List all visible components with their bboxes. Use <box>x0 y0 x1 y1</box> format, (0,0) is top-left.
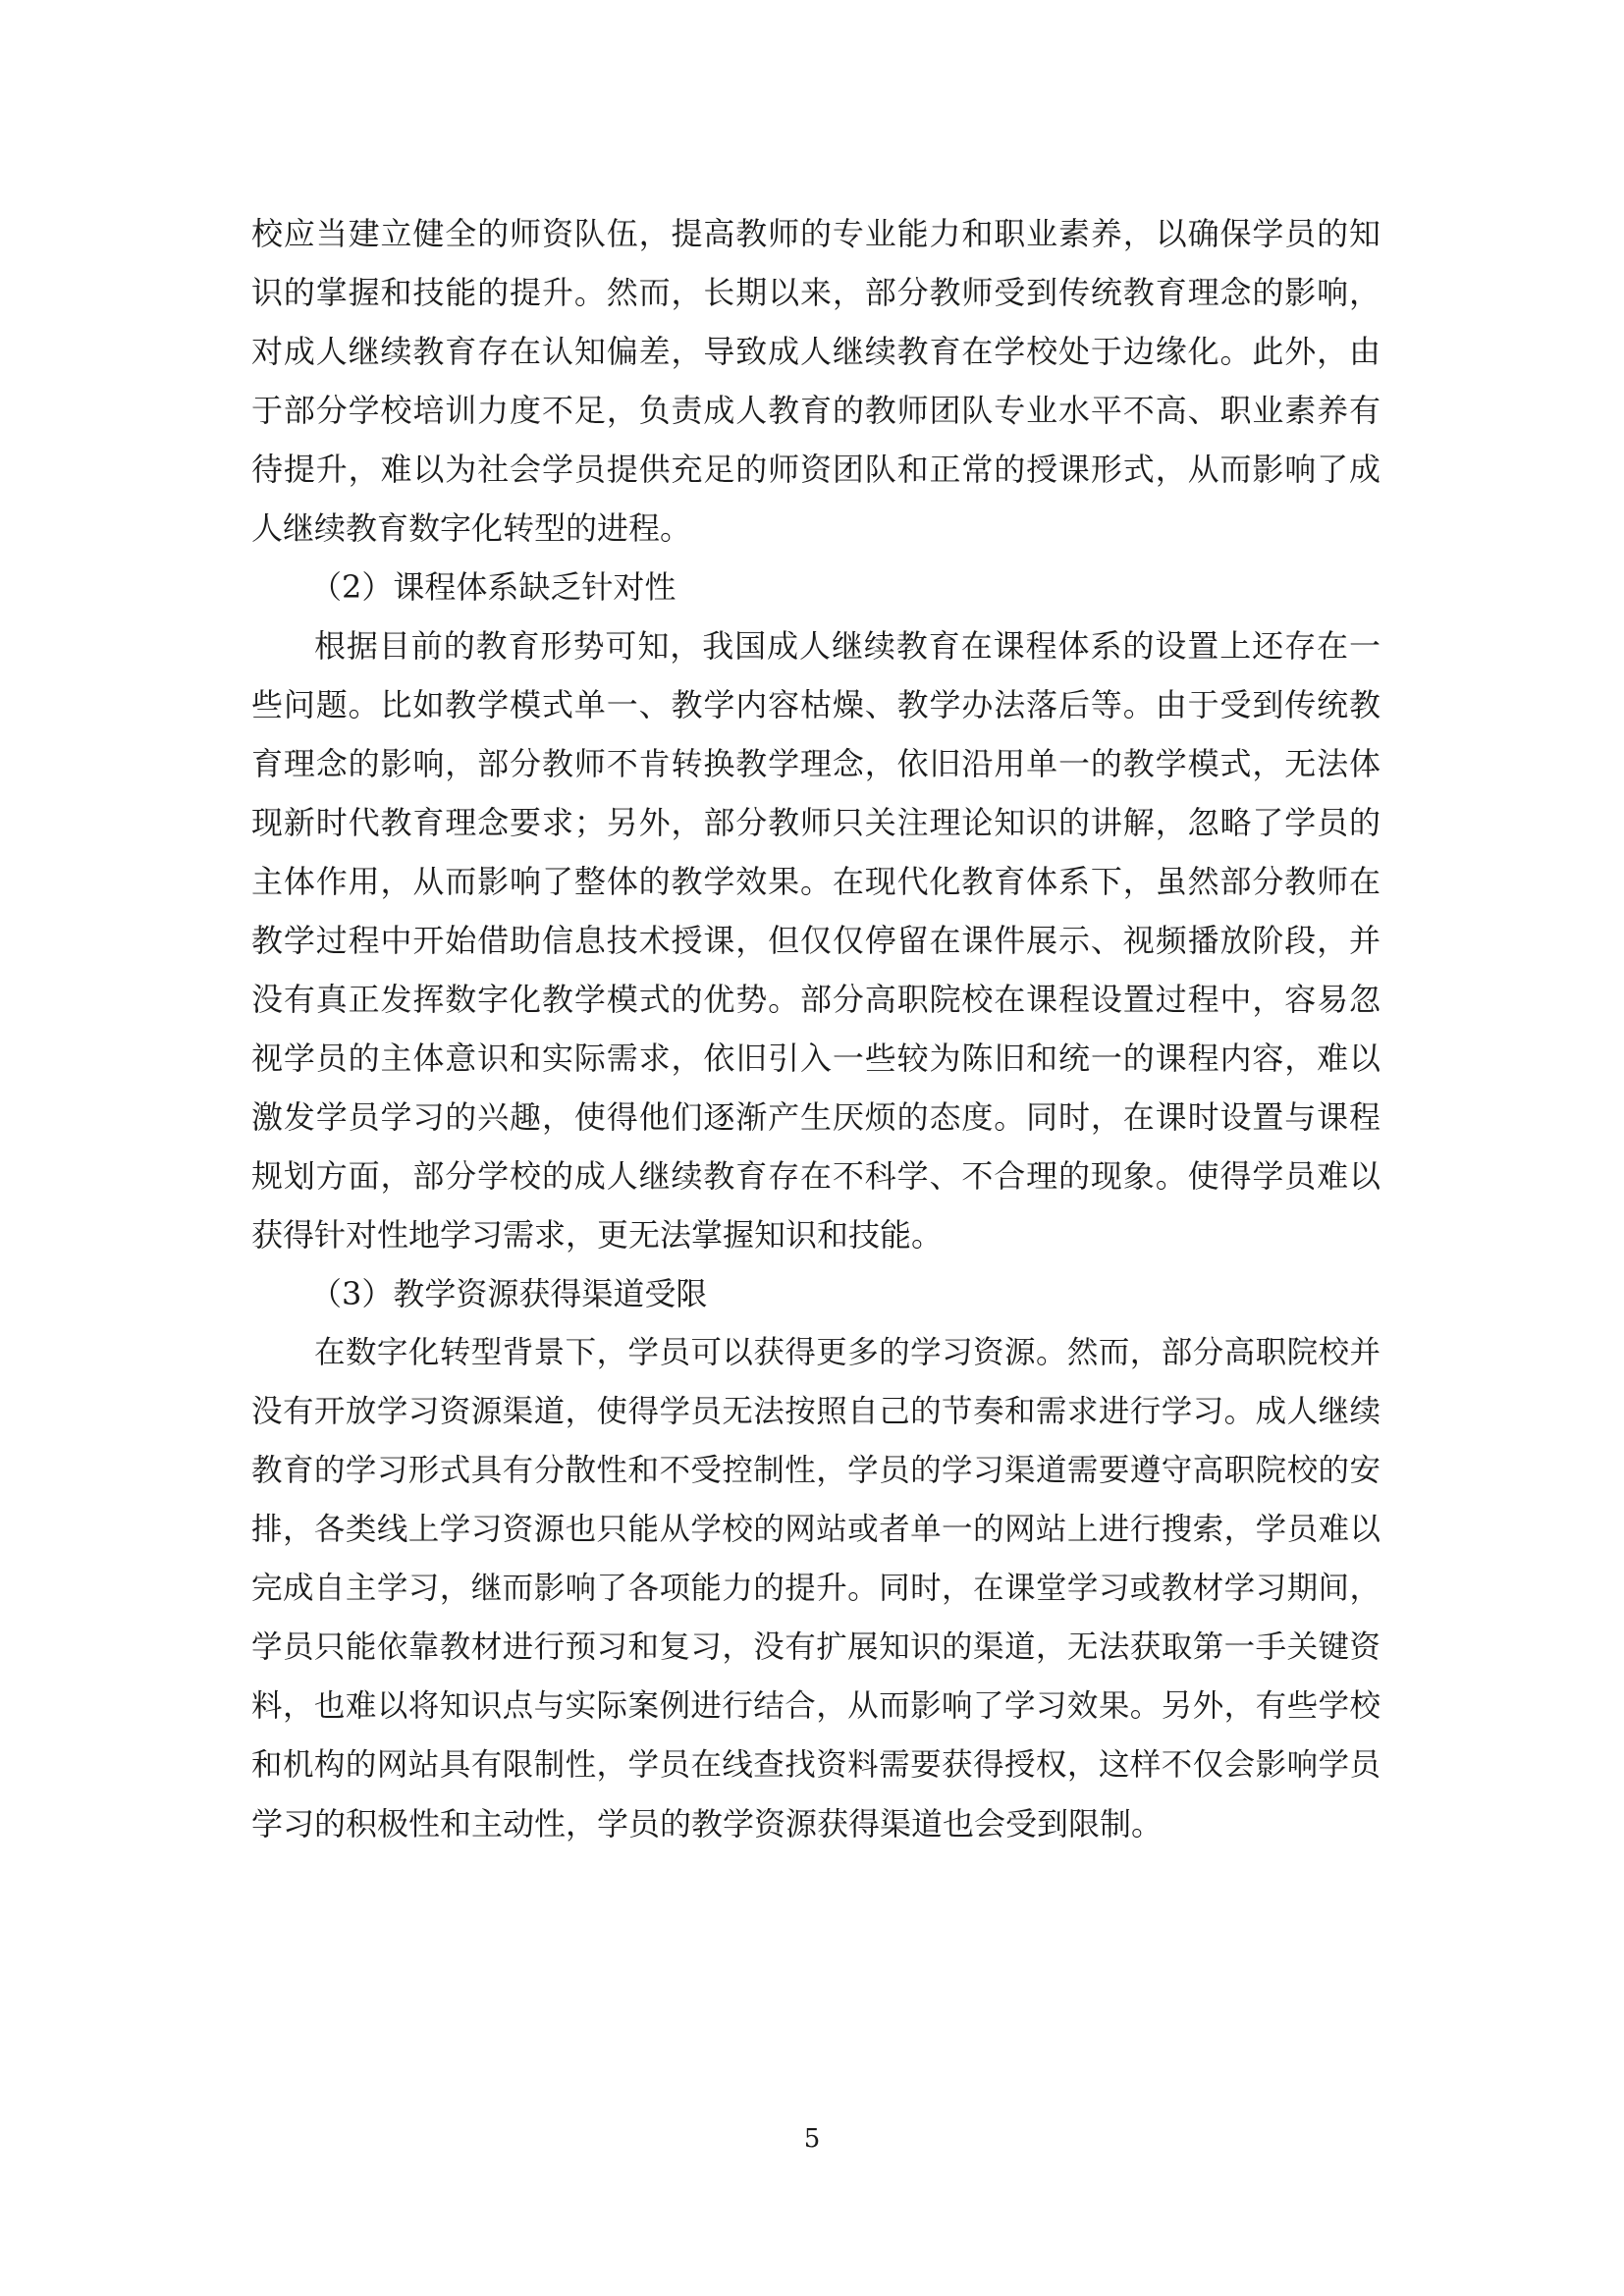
text-line: 待提升，难以为社会学员提供充足的师资团队和正常的授课形式，从而影响了成 <box>251 451 1380 488</box>
text-line: 学习的积极性和主动性，学员的教学资源获得渠道也会受到限制。 <box>251 1805 1164 1842</box>
text-line: 完成自主学习，继而影响了各项能力的提升。同时，在课堂学习或教材学习期间， <box>251 1571 1380 1606</box>
text-line: 些问题。比如教学模式单一、教学内容枯燥、教学办法落后等。由于受到传统教 <box>251 686 1380 723</box>
text-line: 教育的学习形式具有分散性和不受控制性，学员的学习渠道需要遵守高职院校的安 <box>251 1453 1380 1488</box>
text-line: 于部分学校培训力度不足，负责成人教育的教师团队专业水平不高、职业素养有 <box>251 392 1380 429</box>
text-line: 人继续教育数字化转型的进程。 <box>251 509 692 547</box>
page-number: 5 <box>803 2124 821 2154</box>
text-line: 主体作用，从而影响了整体的教学效果。在现代化教育体系下，虽然部分教师在 <box>251 863 1380 900</box>
text-line: 获得针对性地学习需求，更无法掌握知识和技能。 <box>251 1216 944 1254</box>
section-heading: （2）课程体系缺乏针对性 <box>310 568 677 606</box>
text-line: 没有真正发挥数字化教学模式的优势。部分高职院校在课程设置过程中，容易忽 <box>251 981 1380 1018</box>
text-line: 在数字化转型背景下，学员可以获得更多的学习资源。然而，部分高职院校并 <box>314 1335 1380 1370</box>
text-line: 学员只能依靠教材进行预习和复习，没有扩展知识的渠道，无法获取第一手关键资 <box>251 1629 1380 1665</box>
text-line: 激发学员学习的兴趣，使得他们逐渐产生厌烦的态度。同时，在课时设置与课程 <box>251 1098 1380 1136</box>
text-line: 现新时代教育理念要求；另外，部分教师只关注理论知识的讲解，忽略了学员的 <box>251 804 1380 841</box>
text-line: 料，也难以将知识点与实际案例进行结合，从而影响了学习效果。另外，有些学校 <box>251 1688 1380 1724</box>
text-line: 视学员的主体意识和实际需求，依旧引入一些较为陈旧和统一的课程内容，难以 <box>251 1040 1380 1077</box>
section-heading: （3）教学资源获得渠道受限 <box>310 1275 708 1312</box>
text-line: 没有开放学习资源渠道，使得学员无法按照自己的节奏和需求进行学习。成人继续 <box>251 1394 1380 1429</box>
text-line: 识的掌握和技能的提升。然而，长期以来，部分教师受到传统教育理念的影响， <box>251 274 1380 311</box>
text-line: 和机构的网站具有限制性，学员在线查找资料需要获得授权，这样不仅会影响学员 <box>251 1747 1380 1783</box>
text-line: 规划方面，部分学校的成人继续教育存在不科学、不合理的现象。使得学员难以 <box>251 1157 1380 1195</box>
text-line: 对成人继续教育存在认知偏差，导致成人继续教育在学校处于边缘化。此外，由 <box>251 333 1380 370</box>
text-line: 根据目前的教育形势可知，我国成人继续教育在课程体系的设置上还存在一 <box>314 627 1380 665</box>
text-line: 校应当建立健全的师资队伍，提高教师的专业能力和职业素养，以确保学员的知 <box>251 215 1380 252</box>
text-line: 教学过程中开始借助信息技术授课，但仅仅停留在课件展示、视频播放阶段，并 <box>251 922 1380 959</box>
text-line: 排，各类线上学习资源也只能从学校的网站或者单一的网站上进行搜索，学员难以 <box>251 1512 1380 1547</box>
text-line: 育理念的影响，部分教师不肯转换教学理念，依旧沿用单一的教学模式，无法体 <box>251 745 1380 782</box>
